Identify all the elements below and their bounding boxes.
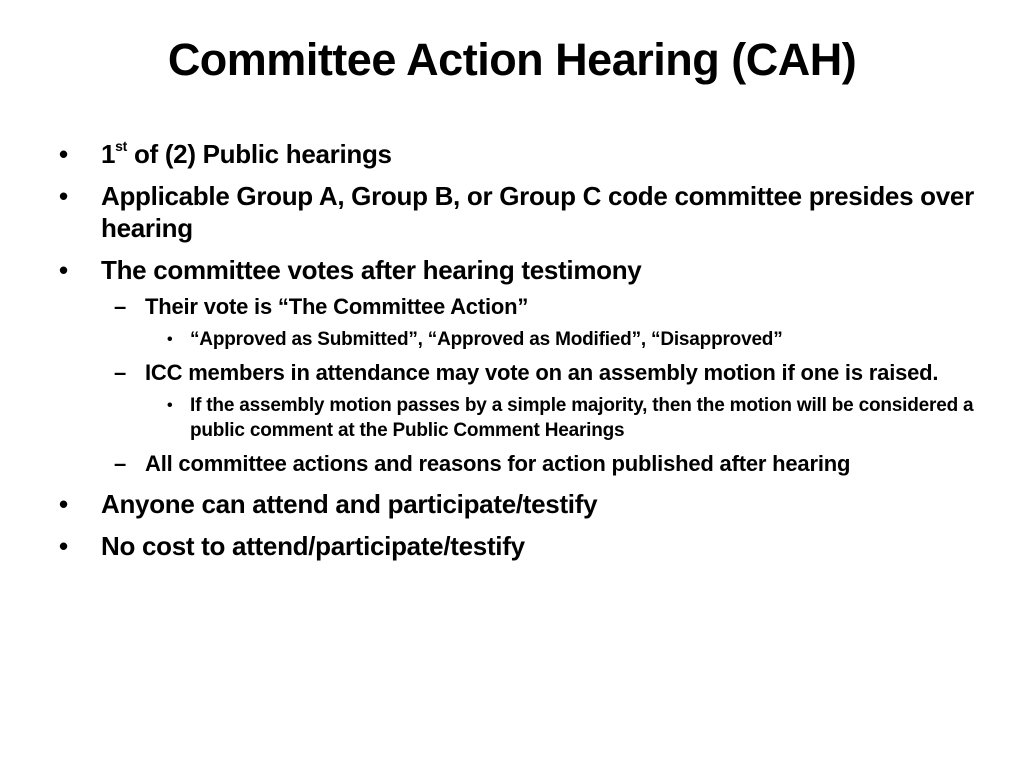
bullet-item-committee-votes [56,254,976,286]
sub-bullet-committee-action [56,293,976,321]
bullet-text: Their vote is “The Committee Action” [145,294,529,319]
ordinal-suffix: st [115,138,128,155]
bullet-text: If the assembly motion passes by a simple majority, then the motion will be considered a public comment at the Public Comment Hearings [190,395,974,441]
dash-marker: – [114,294,127,319]
bullet-marker: • [59,181,68,211]
bullet-marker: • [167,331,173,348]
bullet-item-public-hearings [56,138,976,170]
bullet-text-ordinal: 1 [101,139,116,169]
bullet-item-code-committee [56,180,976,244]
bullet-text: of (2) Public hearings [127,139,392,169]
sub-bullet-actions-published [56,450,976,478]
slide-title: Committee Action Hearing (CAH) [167,34,857,85]
bullet-text: ICC members in attendance may vote on an assembly motion if one is raised. [145,360,939,385]
bullet-item-anyone-attend [56,488,976,520]
sub-sub-bullet-vote-options [56,327,976,352]
bullet-text: Anyone can attend and participate/testify [101,489,598,519]
dash-marker: – [114,451,127,476]
bullet-marker: • [167,397,173,414]
bullet-text: All committee actions and reasons for action published after hearing [145,451,851,476]
bullet-list [56,138,976,562]
bullet-marker: • [59,489,68,519]
bullet-marker: • [59,255,68,285]
sub-sub-bullet-simple-majority [56,393,976,443]
bullet-text: The committee votes after hearing testimony [101,255,642,285]
bullet-text: No cost to attend/participate/testify [101,531,525,561]
sub-bullet-assembly-motion [56,359,976,387]
bullet-text: “Approved as Submitted”, “Approved as Modified”, “Disapproved” [190,329,783,350]
dash-marker: – [114,360,127,385]
bullet-text: Applicable Group A, Group B, or Group C code committee presides over hearing [101,181,974,243]
bullet-item-no-cost [56,530,976,562]
bullet-marker: • [59,139,68,169]
bullet-marker: • [59,531,68,561]
